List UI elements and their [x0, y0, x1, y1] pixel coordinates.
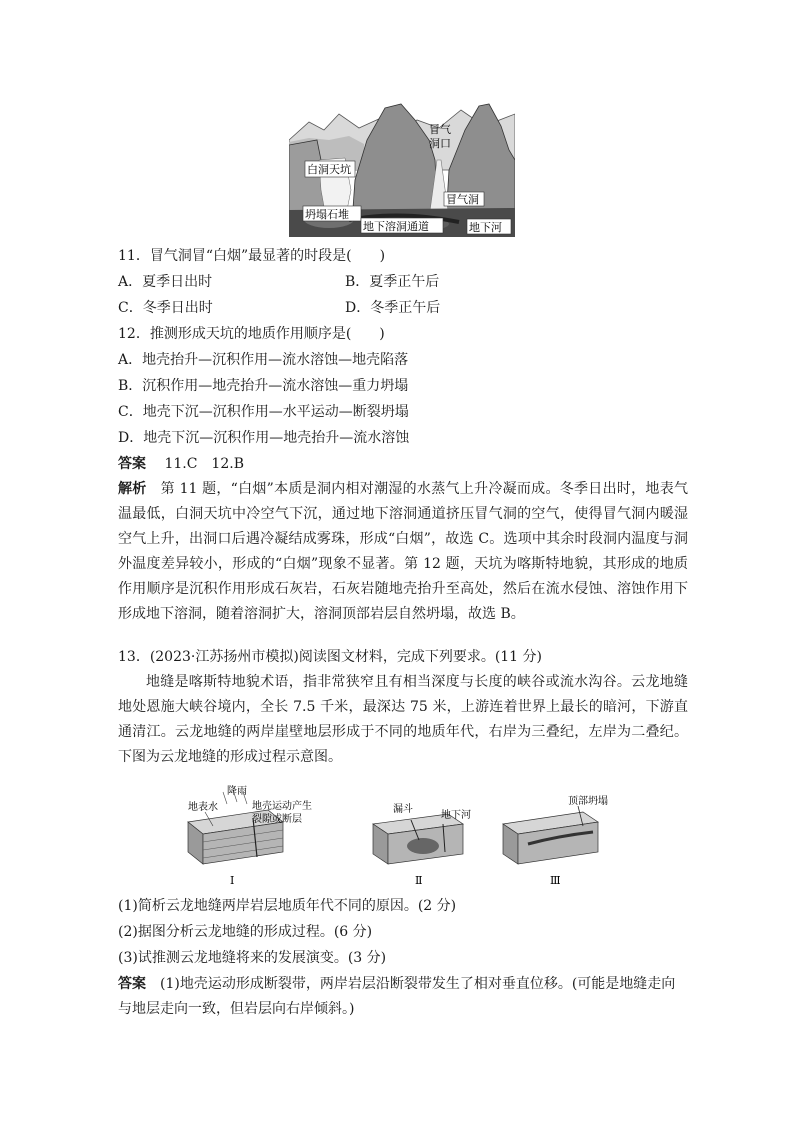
formation-diagram-image — [183, 782, 623, 892]
p2-numeral: Ⅱ — [415, 874, 423, 887]
cave-cross-section-image — [289, 100, 515, 237]
label-vent-mouth-1: 冒气 — [429, 123, 451, 136]
q13-material-block — [118, 670, 688, 770]
answer-1 — [118, 454, 244, 474]
p2-label-underground-river: 地下河 — [441, 810, 471, 821]
q11-option-b: B．夏季正午后 — [345, 274, 440, 290]
label-vent-mouth-2: 洞口 — [429, 137, 451, 150]
q12-option-b: B．沉积作用—地壳抬升—流水溶蚀—重力坍塌 — [118, 378, 409, 394]
q12-option-a: A．地壳抬升—沉积作用—流水溶蚀—地壳陷落 — [118, 352, 409, 368]
answer-1-label: 答案 — [118, 456, 146, 472]
q13-sub-2: (2)据图分析云龙地缝的形成过程。(6 分) — [118, 924, 373, 940]
answer-2-label: 答案 — [118, 976, 146, 992]
q11-option-d: D．冬季正午后 — [345, 300, 441, 316]
answer-1-text: 11.C 12.B — [164, 456, 244, 472]
label-tiankeng: 白洞天坑 — [307, 163, 351, 176]
q11-option-a: A．夏季日出时 — [118, 274, 213, 290]
answer-2-block — [118, 972, 688, 1022]
panel-1 — [188, 784, 312, 887]
p1-label-crust-movement: 地壳运动产生 — [252, 801, 312, 812]
q13-sub-3: (3)试推测云龙地缝将来的发展演变。(3 分) — [118, 950, 387, 966]
q13-sub-1: (1)简析云龙地缝两岸岩层地质年代不同的原因。(2 分) — [118, 898, 457, 914]
label-vent-cave: 冒气洞 — [446, 193, 479, 206]
analysis-text: 第 11 题，“白烟”本质是洞内相对潮湿的水蒸气上升冷凝而成。冬季日出时，地表气温最低，白洞天坑中冷空气下沉，通过地下溶洞通道挤压冒气洞的空气，使得冒气洞内暖湿空气上升，出洞口后遇冷凝结成雾珠，形成“白烟”，故选 C。选项中其余时段洞内温度与洞外温度差异较小，形成的“白烟”现象不显著。第 12 题，天坑为喀斯特地貌，其形成的地质作用顺序是沉积作用形成石灰岩，石灰岩随地壳抬升至高处，然后在流水侵蚀、溶蚀作用下形成地下溶洞，随着溶洞扩大，溶洞顶部岩层自然坍塌，故选 B。 — [118, 481, 688, 622]
q11-option-c: C．冬季日出时 — [118, 300, 213, 316]
analysis-label: 解析 — [118, 481, 147, 497]
label-rubble: 坍塌石堆 — [305, 208, 349, 221]
panel-3 — [503, 794, 608, 887]
q13-material: 地缝是喀斯特地貌术语，指非常狭窄且有相当深度与长度的峡谷或流水沟谷。云龙地缝地处恩施大峡谷境内，全长 7.5 千米，最深达 75 米，上游连着世界上最长的暗河，下游直通清江。云龙地缝的两岸崖壁地层形成于不同的地质年代，右岸为三叠纪，左岸为二叠纪。下图为云龙地缝的形成过程示意图。 — [118, 674, 688, 765]
p1-label-rain: 降雨 — [227, 786, 247, 797]
analysis-block — [118, 477, 688, 627]
label-channel: 地下溶洞通道 — [363, 220, 429, 233]
q13-stem: 13．(2023·江苏扬州市模拟)阅读图文材料，完成下列要求。(11 分) — [118, 649, 543, 665]
p2-label-funnel: 漏斗 — [393, 804, 413, 815]
panel-2 — [373, 802, 471, 887]
q12-option-d: D．地壳下沉—沉积作用—地壳抬升—流水溶蚀 — [118, 430, 410, 446]
p1-numeral: Ⅰ — [230, 874, 235, 887]
p3-numeral: Ⅲ — [550, 874, 561, 887]
p1-label-fault: 裂隙或断层 — [252, 814, 302, 825]
yunlong-formation-figure — [183, 782, 623, 892]
label-river: 地下河 — [469, 221, 502, 234]
q12-stem: 12．推测形成天坑的地质作用顺序是( ) — [118, 326, 385, 342]
p1-label-surface-water: 地表水 — [188, 802, 218, 813]
q12-option-c: C．地壳下沉—沉积作用—水平运动—断裂坍塌 — [118, 404, 409, 420]
cave-figure — [289, 100, 515, 237]
answer-2-text: (1)地壳运动形成断裂带，两岸岩层沿断裂带发生了相对垂直位移。(可能是地缝走向与地层走向一致，但岩层向右岸倾斜。) — [118, 976, 676, 1017]
q11-stem: 11．冒气洞冒“白烟”最显著的时段是( ) — [118, 248, 386, 264]
p3-label-roof-collapse: 顶部坍塌 — [568, 796, 608, 807]
